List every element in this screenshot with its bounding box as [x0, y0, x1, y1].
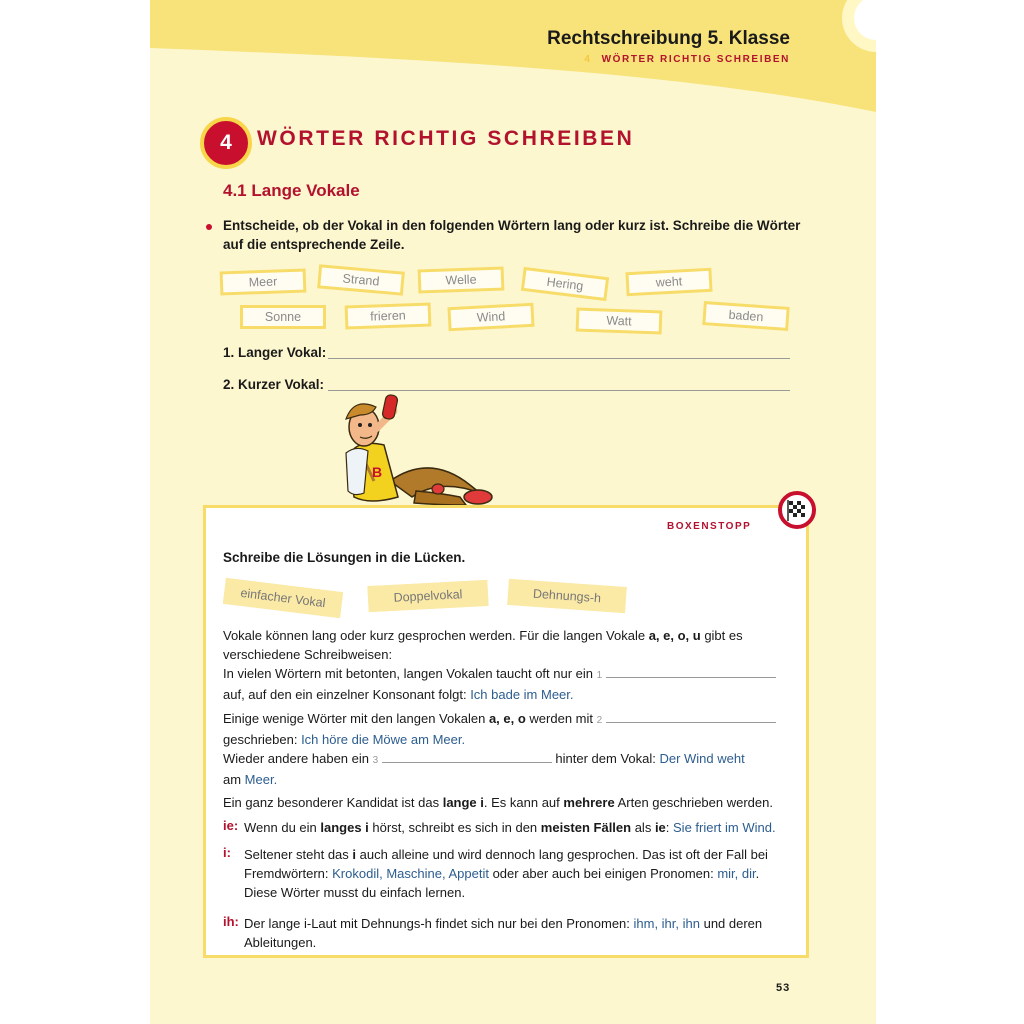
text: Ein ganz besonderer Kandidat ist das — [223, 795, 443, 810]
rule-label-i: i: — [223, 845, 231, 860]
text-bold: langes i — [320, 820, 369, 835]
chapter-number-badge: 4 — [200, 117, 252, 169]
text-bold: lange i — [442, 795, 484, 810]
boxenstopp-label: BOXENSTOPP — [667, 521, 752, 532]
running-chapter-label: WÖRTER RICHTIG SCHREIBEN — [601, 54, 790, 65]
text: auch alleine und wird dennoch lang gesprochen. Das ist oft der Fall bei Fremdwörtern: — [244, 847, 768, 881]
text: und deren Ableitungen. — [244, 916, 763, 950]
text: Arten geschrieben werden. — [614, 795, 773, 810]
word-card[interactable]: Sonne — [240, 305, 326, 329]
rule-text-ie — [244, 818, 784, 837]
text: . Diese Wörter musst du einfach lernen. — [244, 866, 760, 900]
bullet-icon — [206, 224, 212, 230]
long-vowel-answer-line[interactable] — [328, 358, 790, 359]
gap-input[interactable] — [606, 677, 776, 678]
text: : — [665, 820, 674, 835]
text: hinter dem Vokal: — [551, 751, 660, 766]
solution-card[interactable]: Dehnungs-h — [507, 579, 627, 613]
text: werden mit — [525, 711, 597, 726]
paragraph-double-vowel — [223, 709, 793, 789]
svg-text:B: B — [372, 464, 383, 480]
word-card[interactable]: Wind — [447, 303, 534, 331]
solution-card[interactable]: Doppelvokal — [367, 580, 488, 612]
book-title: Rechtschreibung 5. Klasse — [547, 28, 790, 49]
gap-input[interactable] — [382, 762, 552, 763]
example-text: Der Wind weht — [659, 751, 745, 766]
short-vowel-answer-line[interactable] — [328, 390, 790, 391]
word-card[interactable]: Hering — [521, 267, 609, 301]
page-number: 53 — [776, 982, 791, 994]
mascot-illustration — [320, 393, 500, 521]
text: am — [223, 772, 245, 787]
text-bold: a, e, o, u — [648, 628, 701, 643]
text-bold: a, e, o — [488, 711, 526, 726]
rule-label-ih: ih: — [223, 914, 239, 929]
chapter-title: WÖRTER RICHTIG SCHREIBEN — [257, 127, 635, 150]
paragraph-long-i — [223, 793, 793, 812]
text: In vielen Wörtern mit betonten, langen Vokalen taucht oft nur ein — [223, 666, 597, 681]
section-title: 4.1 Lange Vokale — [223, 181, 360, 200]
example-text: ihm, ihr, ihn — [633, 916, 700, 931]
gap-number: 3 — [372, 755, 379, 766]
word-card[interactable]: frieren — [345, 303, 432, 330]
text: hörst, schreibt es sich in den — [368, 820, 541, 835]
rule-text-i — [244, 845, 784, 902]
word-card[interactable]: weht — [625, 268, 712, 296]
short-vowel-label: 2. Kurzer Vokal: — [223, 377, 325, 392]
text: . Es kann auf — [483, 795, 564, 810]
text: als — [631, 820, 655, 835]
word-card[interactable]: Welle — [418, 267, 505, 294]
long-vowel-label: 1. Langer Vokal: — [223, 345, 327, 360]
word-card[interactable]: baden — [702, 301, 789, 331]
text: Wenn du ein — [244, 820, 321, 835]
text: oder aber auch bei einigen Pronomen: — [488, 866, 718, 881]
text: Der lange i-Laut mit Dehnungs-h findet sich nur bei den Pronomen: — [244, 916, 634, 931]
gap-number: 2 — [596, 715, 603, 726]
gap-input[interactable] — [606, 722, 776, 723]
text: Vokale können lang oder kurz gesprochen werden. Für die langen Vokale — [223, 628, 649, 643]
running-header — [584, 54, 790, 65]
word-card[interactable]: Watt — [576, 308, 663, 335]
example-text: mir, dir — [717, 866, 756, 881]
text: Wieder andere haben ein — [223, 751, 373, 766]
paragraph-simple-vowel — [223, 664, 793, 704]
rule-label-ie: ie: — [223, 818, 239, 833]
page — [150, 0, 876, 1024]
word-card[interactable]: Strand — [317, 264, 405, 295]
text-bold: i — [352, 847, 357, 862]
paragraph-intro — [223, 626, 773, 664]
running-chapter-number: 4 — [584, 54, 592, 65]
example-text: Sie friert im Wind. — [673, 820, 776, 835]
rule-text-ih — [244, 914, 784, 952]
text: Einige wenige Wörter mit den langen Vokalen — [223, 711, 489, 726]
text-bold: mehrere — [563, 795, 615, 810]
example-text: Ich bade im Meer. — [470, 687, 574, 702]
word-card[interactable]: Meer — [220, 269, 307, 296]
text: auf, auf den ein einzelner Konsonant folgt: — [223, 687, 471, 702]
boxenstopp-instruction: Schreibe die Lösungen in die Lücken. — [223, 550, 466, 565]
checkered-flag-icon — [777, 490, 817, 530]
exercise-instruction: Entscheide, ob der Vokal in den folgenden Wörtern lang oder kurz ist. Schreibe die Wörter auf die entsprechende Zeile. — [223, 218, 801, 252]
example-text: Krokodil, Maschine, Appetit — [332, 866, 489, 881]
gap-number: 1 — [596, 670, 603, 681]
text: gibt es verschiedene Schreibweisen: — [223, 628, 743, 662]
solution-card[interactable]: einfacher Vokal — [223, 578, 343, 618]
text-bold: meisten Fällen — [540, 820, 632, 835]
example-text: Ich höre die Möwe am Meer. — [301, 732, 466, 747]
text-bold: ie — [654, 820, 666, 835]
text: Seltener steht das — [244, 847, 353, 862]
text: geschrieben: — [223, 732, 302, 747]
example-text: Meer. — [244, 772, 278, 787]
